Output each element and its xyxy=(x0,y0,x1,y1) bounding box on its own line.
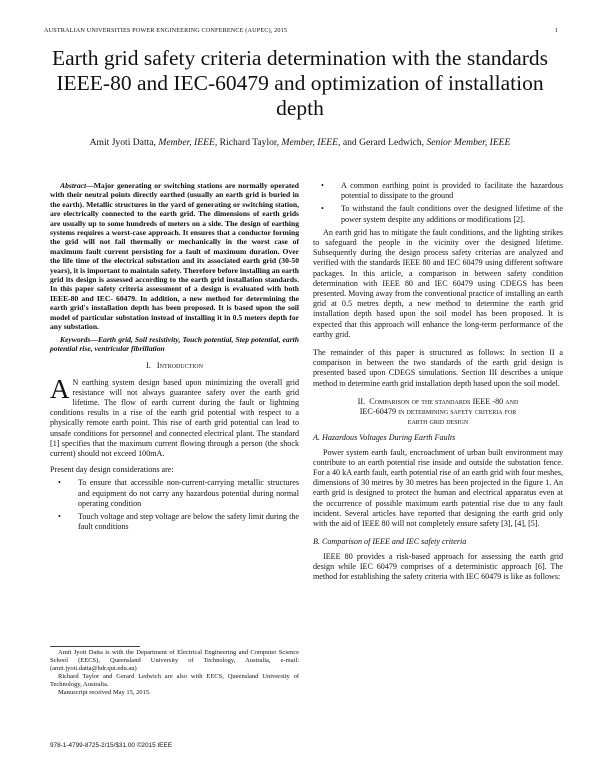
left-column xyxy=(50,181,299,535)
paper-title: Earth grid safety criteria determination with the standards IEEE-80 and IEC-60479 and optimization of installation depth xyxy=(51,46,549,120)
list-item: • To ensure that accessible non-current-carrying metallic structures and equipment do not carry any hazardous potential during normal operating condition xyxy=(50,478,299,509)
author-role: Senior Member, IEEE xyxy=(426,137,511,148)
keywords xyxy=(50,335,299,354)
list-item: • A common earthing point is provided to facilitate the hazardous potential to dissipate to the ground xyxy=(313,181,563,201)
considerations-list-continued xyxy=(313,181,563,225)
intro-paragraph xyxy=(50,373,299,460)
running-header xyxy=(44,27,558,34)
footnote-paragraph: Richard Taylor and Gerard Ledwich are also with EECS, Queensland University of Technology, Australia. xyxy=(50,673,299,688)
abstract-text: —Major generating or switching stations are normally operated with their neutral points directly earthed (usually an earth grid is buried in the earth). Metallic structures in the yard of generating or switching station, are electrically connected to the earth grid. The dimensions of earth grids are usually up to some hundreds of meters on a side. The design of earthing systems requires a worst-case approach. It ensures that a conductor forming the grid will not fail thermally or mechanically in the worst case of maximum fault current persisting for a fault of maximum duration. Over the life time of the electrical substation and its associated earth grid (30-50 years), it is important to maintain safety. Therefore before installing an earth grid its design is assessed according to the earth grid installation standards. In this paper safety criteria assessment of a design is evaluated with both IEEE-80 and IEC- 60479. In addition, a new method for determining the earth grid's installation depth has been proposed. It is based upon the soil model of particular substation instead of installing it in 0.5 meters depth for any substation. xyxy=(50,181,299,332)
section-heading-introduction xyxy=(50,361,299,371)
subsection-heading: A. Hazardous Voltages During Earth Faults xyxy=(313,433,456,443)
section-heading-comparison xyxy=(313,397,563,428)
author-name: and Gerard Ledwich, xyxy=(342,137,425,148)
section-title-line: earth grid design xyxy=(407,417,469,427)
section-numeral: I. xyxy=(146,361,151,371)
footnote-paragraph: Manuscript received May 15, 2015. xyxy=(58,689,151,696)
copyright-footer: 978-1-4799-8725-2/15/$31.00 ©2015 IEEE xyxy=(50,742,172,749)
author-role: Member, IEEE, xyxy=(158,137,218,148)
considerations-lead: Present day design considerations are: xyxy=(50,465,174,475)
author-line xyxy=(40,137,560,148)
footnote-paragraph: Amit Jyoti Datta is with the Department of Electrical Engineering and Computer Science School (EECS), Queensland University of Technology, Australia, e-mail: (amit.jyoti.datta@hdr.qut.edu.au) xyxy=(50,649,299,672)
section-title-line: IEC-60479 in determining safety criteria for xyxy=(359,407,517,417)
right-column xyxy=(313,181,563,582)
subsection-heading: B. Comparison of IEEE and IEC safety criteria xyxy=(313,537,467,547)
body-paragraph: An earth grid has to mitigate the fault conditions, and the lighting strikes to safeguard the people in the vicinity over the designed lifetime. Subsequently during the design process safety criterias are analyzed and verified with the standards IEEE 80 and IEC 60479 using different software packages. In this article, a comparison in between safety condition determination with IEEE 80 and IEC 60479 using CDEGS has been presented. Moving away from the conventional practice of installing an earth grid at 0.5 metres depth, a new method to determine the earth grid installation depth based upon the soil model has been proposed. It is expected that this approach will enhance the long-term performance of the earthy grid. xyxy=(313,227,563,339)
considerations-list xyxy=(50,478,299,532)
keywords-label: Keywords xyxy=(60,334,91,344)
list-item: • To withstand the fault conditions over the designed lifetime of the power system despite any additions or modifications [2]. xyxy=(313,204,563,224)
author-name: Richard Taylor, xyxy=(219,137,280,148)
body-paragraph: The remainder of this paper is structured as follows: In section II a comparison in between the two standards of the earth grid design is presented based upon CDEGS simulations. Section III describes a unique method to determine earth grid installation depth based upon the soil model. xyxy=(313,348,563,388)
conference-name: AUSTRALIAN UNIVERSITIES POWER ENGINEERING CONFERENCE (AUPEC), 2015 xyxy=(44,27,288,34)
author-role: Member, IEEE, xyxy=(281,137,341,148)
section-title: Introduction xyxy=(156,361,203,371)
list-item: • Touch voltage and step voltage are below the safety limit during the fault conditions xyxy=(50,512,299,532)
abstract xyxy=(50,181,299,332)
abstract-label: Abstract xyxy=(60,181,87,190)
intro-paragraph-text: N earthing system design based upon minimizing the overall grid resistance will not always guarantee safety over the earth grid lifetime. The flow of earth current during the fault or lightning conditions results in a rise of the earth grid potential with respect to a physically remote earth point. This rise of earth grid potential can lead to unsafe conditions for personnel and connected electrical plant. The standard [1] specifies that the maximum current flowing through a person (the shock current) should not exceed 100mA. xyxy=(50,377,299,458)
keywords-text: —Earth grid, Soil resistivity, Touch potential, Step potential, earth potential rise, ventricular fibrillation xyxy=(50,334,299,353)
drop-cap: A xyxy=(50,373,70,404)
page-number: 1 xyxy=(554,27,558,34)
footnote-rule xyxy=(50,646,140,647)
body-paragraph: IEEE 80 provides a risk-based approach for assessing the earth grid design while IEC 60479 comprises of a deterministic approach [6]. The method for establishing the safety criteria with IEC 60479 is like as follows: xyxy=(313,551,563,581)
section-title-line: Comparison of the standards IEEE -80 and xyxy=(369,396,519,406)
footnote xyxy=(50,649,299,697)
body-paragraph: Power system earth fault, encroachment of urban built environment may contribute to an earth potential rise inside and outside the substation fence. For a 40 kA earth fault, earth potential rise of an earth grid with four meshes, dimensions of 30 metres by 30 metres has been projected in the figure 1. An earth grid is designed to protect the human and electrical apparatus even at the occurrence of possible maximum earth potential rise due to any fault incident. Several articles have reported that designing the earth grid only with the aid of IEEE 80 will not completely ensure safety [3], [4], [5]. xyxy=(313,447,563,529)
author-name: Amit Jyoti Datta, xyxy=(89,137,156,148)
section-numeral: II. xyxy=(357,396,366,406)
